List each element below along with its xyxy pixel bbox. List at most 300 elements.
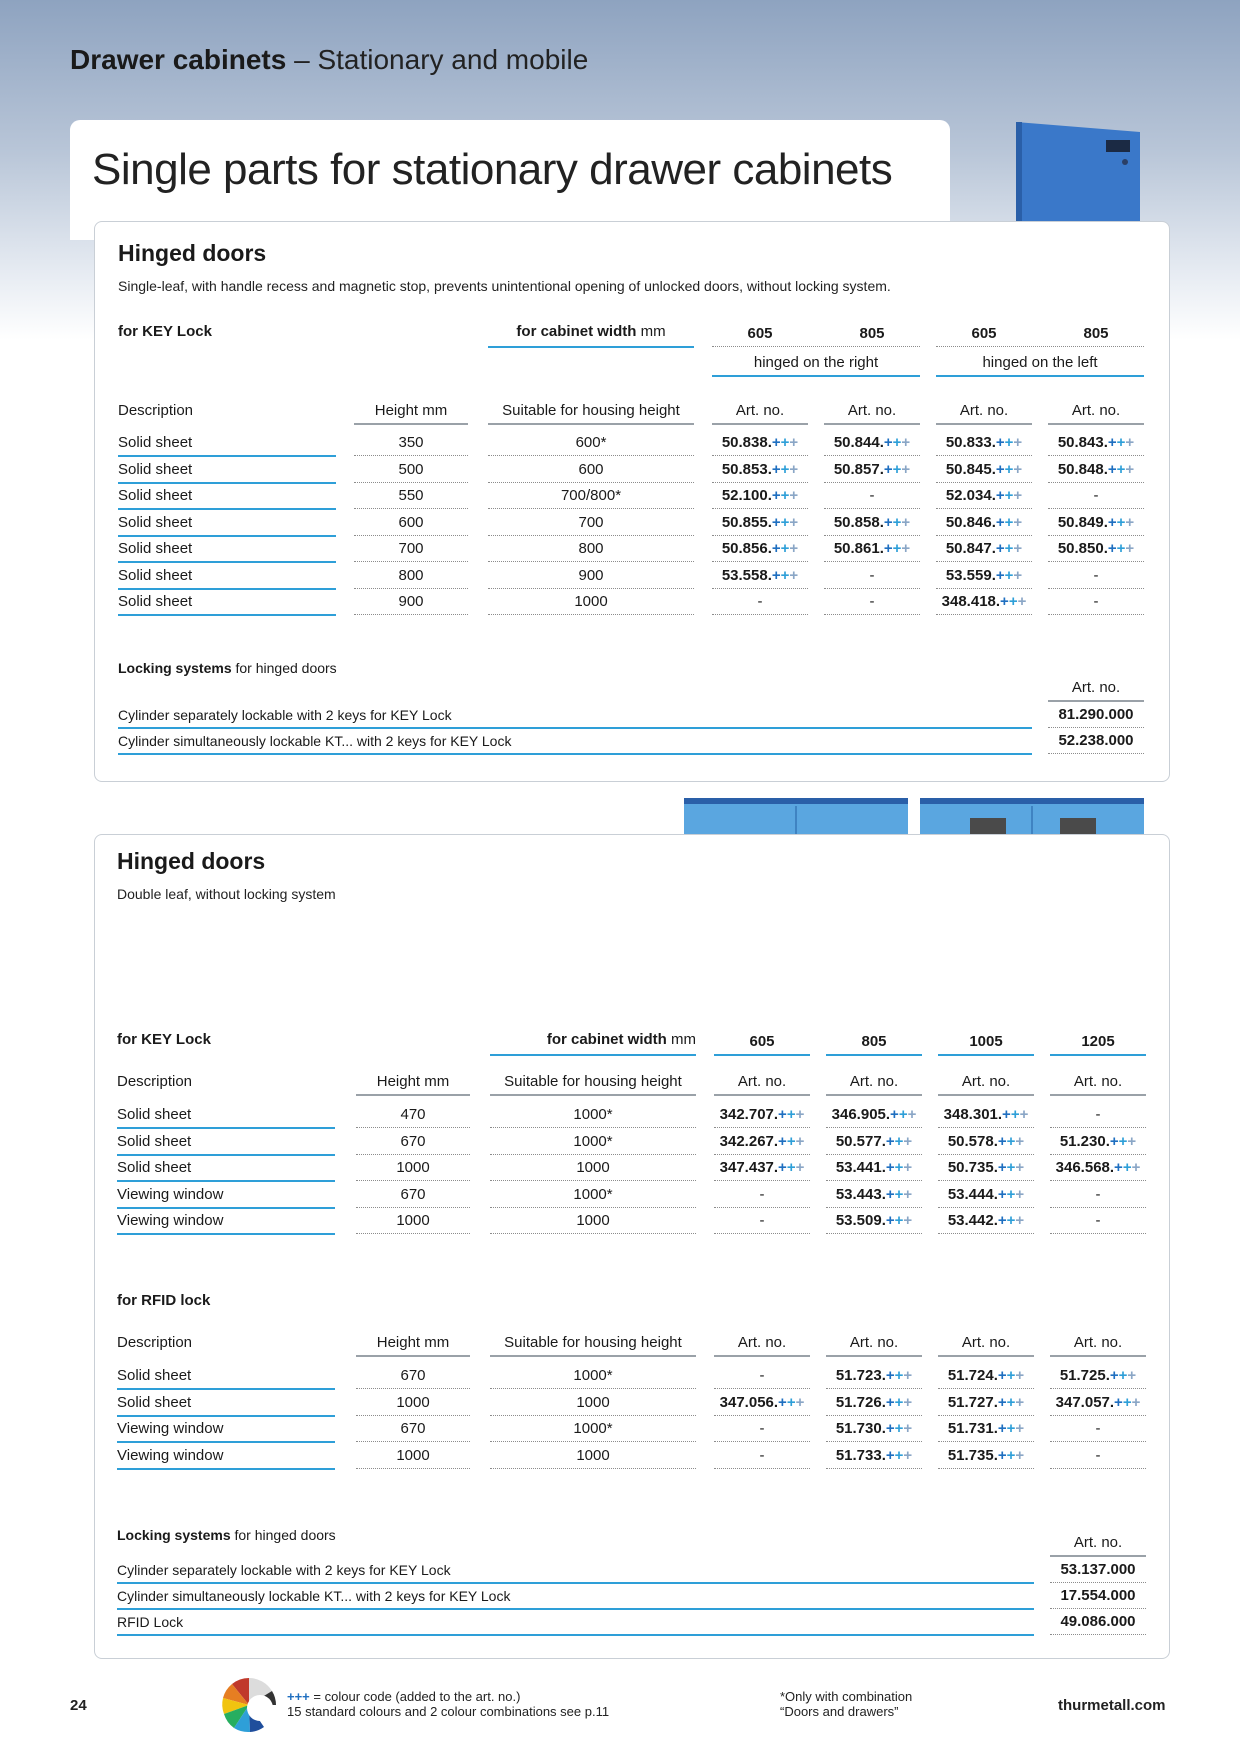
width-805: 805	[861, 1033, 887, 1050]
row-artno-a: 50.853.+++	[721, 460, 799, 478]
colour-code-suffix: +++	[1114, 1159, 1141, 1176]
locking-item-label: RFID Lock	[117, 1614, 184, 1630]
divider	[490, 1154, 696, 1155]
divider	[1050, 1154, 1146, 1155]
colour-code-suffix: +++	[778, 1106, 805, 1123]
divider	[938, 1441, 1034, 1442]
row-housing: 700	[578, 513, 604, 531]
col-housing: Suitable for housing height	[502, 402, 680, 419]
row-housing: 1000*	[573, 1106, 613, 1123]
footnote	[780, 1689, 912, 1719]
divider	[356, 1415, 470, 1416]
row-artno-b: -	[869, 593, 875, 610]
chapter-title: Drawer cabinets	[70, 44, 287, 75]
colour-code-suffix: +++	[883, 434, 911, 451]
col-height: Height mm	[376, 1334, 450, 1351]
divider	[938, 1127, 1034, 1128]
width-605-right: 605	[747, 325, 773, 342]
divider	[1050, 1127, 1146, 1128]
row-artno-d: -	[1095, 1420, 1101, 1437]
divider	[354, 455, 468, 456]
section2-locking-title	[117, 1527, 336, 1543]
website-link[interactable]: thurmetall.com	[1058, 1697, 1166, 1714]
colour-code-suffix: +++	[995, 460, 1023, 478]
row-artno-d: 51.725.+++	[1059, 1367, 1137, 1384]
divider	[712, 346, 920, 347]
divider	[938, 1207, 1034, 1208]
width-label-text: for cabinet width	[516, 323, 637, 340]
row-artno-c: 50.833.+++	[945, 434, 1023, 451]
divider	[117, 1634, 1034, 1636]
divider	[936, 423, 1032, 425]
row-height: 600	[398, 513, 424, 531]
divider	[118, 482, 336, 484]
section2-key-label: for KEY Lock	[117, 1031, 211, 1048]
row-artno-c: 50.845.+++	[945, 460, 1023, 478]
divider	[1050, 1207, 1146, 1208]
colour-code-suffix: +++	[1109, 1367, 1137, 1384]
width-1205: 1205	[1081, 1033, 1115, 1050]
divider	[354, 508, 468, 509]
divider	[712, 535, 808, 536]
hinged-right-label: hinged on the right	[753, 354, 879, 371]
divider	[826, 1355, 922, 1357]
row-housing: 1000*	[573, 1420, 613, 1437]
colour-code-suffix: +++	[885, 1420, 913, 1437]
divider	[356, 1233, 470, 1234]
chapter-subtitle: – Stationary and mobile	[294, 44, 589, 75]
col-artno: Art. no.	[959, 402, 1009, 419]
row-artno-d: 50.848.+++	[1057, 460, 1135, 478]
row-description: Solid sheet	[118, 593, 193, 610]
note-line2: “Doors and drawers”	[780, 1704, 899, 1719]
row-artno-d: -	[1093, 566, 1099, 584]
locking-item-label: Cylinder simultaneously lockable KT... with 2 keys for KEY Lock	[118, 733, 512, 749]
locking-item-label: Cylinder separately lockable with 2 keys for KEY Lock	[117, 1562, 451, 1578]
divider	[490, 1355, 696, 1357]
divider	[936, 346, 1144, 347]
divider	[488, 346, 694, 348]
divider	[938, 1355, 1034, 1357]
divider	[712, 423, 808, 425]
divider	[1050, 1441, 1146, 1442]
row-artno-d: 347.057.+++	[1055, 1393, 1141, 1411]
chapter-header	[70, 44, 588, 76]
col-height: Height mm	[376, 1073, 450, 1090]
divider	[714, 1054, 810, 1056]
divider	[938, 1415, 1034, 1416]
divider	[714, 1207, 810, 1208]
row-housing: 600*	[575, 434, 607, 451]
divider	[714, 1154, 810, 1155]
row-housing: 900	[578, 566, 604, 584]
row-description: Solid sheet	[117, 1132, 192, 1150]
colour-code-suffix: +++	[771, 540, 799, 557]
width-605-left: 605	[971, 325, 997, 342]
colour-code-suffix: +++	[1002, 1106, 1029, 1123]
colour-code-suffix: +++	[771, 513, 799, 531]
row-artno-a: 342.267.+++	[719, 1132, 805, 1150]
row-height: 670	[400, 1132, 426, 1150]
row-artno-d: -	[1093, 593, 1099, 610]
row-description: Solid sheet	[118, 540, 193, 557]
divider	[490, 1233, 696, 1234]
colour-code-suffix: +++	[885, 1159, 913, 1176]
divider	[826, 1180, 922, 1181]
row-artno-a: 52.100.+++	[721, 487, 799, 504]
colour-code-suffix: +++	[995, 434, 1023, 451]
divider	[936, 508, 1032, 509]
divider	[117, 1415, 335, 1417]
row-artno-b: 53.509.+++	[835, 1212, 913, 1229]
row-artno-c: 51.724.+++	[947, 1367, 1025, 1384]
width-805-left: 805	[1083, 325, 1109, 342]
row-artno-c: 53.559.+++	[945, 566, 1023, 584]
locking-item-artno: 81.290.000	[1058, 706, 1134, 723]
divider	[490, 1415, 696, 1416]
row-artno-b: 51.723.+++	[835, 1367, 913, 1384]
colour-code-suffix: +++	[997, 1393, 1025, 1411]
divider	[356, 1180, 470, 1181]
section1-locking-title	[118, 660, 337, 676]
divider	[714, 1127, 810, 1128]
divider	[488, 588, 694, 589]
colour-code-suffix: +++	[885, 1132, 913, 1150]
divider	[824, 561, 920, 562]
divider	[488, 561, 694, 562]
colour-code-suffix: +++	[1107, 460, 1135, 478]
col-housing: Suitable for housing height	[504, 1073, 682, 1090]
section2-description: Double leaf, without locking system	[117, 886, 336, 902]
row-housing: 1000	[576, 1212, 610, 1229]
row-artno-b: 51.730.+++	[835, 1420, 913, 1437]
row-artno-a: 50.838.+++	[721, 434, 799, 451]
row-artno-a: 53.558.+++	[721, 566, 799, 584]
page-title: Single parts for stationary drawer cabinets	[92, 145, 893, 194]
colour-code-suffix: +++	[778, 1132, 805, 1150]
col-artno: Art. no.	[849, 1073, 899, 1090]
col-artno: Art. no.	[847, 402, 897, 419]
row-artno-a: 347.437.+++	[719, 1159, 805, 1176]
locking-title-bold: Locking systems	[117, 1527, 231, 1543]
row-artno-d: 50.850.+++	[1057, 540, 1135, 557]
divider	[938, 1094, 1034, 1096]
row-height: 350	[398, 434, 424, 451]
colour-code-suffix: +++	[885, 1446, 913, 1464]
colour-code-suffix: +++	[997, 1420, 1025, 1437]
colour-code-suffix: +++	[995, 566, 1023, 584]
colour-code-suffix: +++	[885, 1367, 913, 1384]
row-description: Solid sheet	[117, 1159, 192, 1176]
row-description: Solid sheet	[118, 460, 193, 478]
divider	[118, 561, 336, 563]
colour-code-suffix: +++	[771, 566, 799, 584]
divider	[118, 727, 1032, 729]
section2-width-label	[490, 1031, 696, 1048]
divider	[824, 455, 920, 456]
width-805-right: 805	[859, 325, 885, 342]
divider	[117, 1154, 335, 1156]
divider	[356, 1355, 470, 1357]
row-description: Solid sheet	[117, 1367, 192, 1384]
row-description: Viewing window	[117, 1420, 224, 1437]
section2-title: Hinged doors	[117, 848, 266, 874]
divider	[714, 1233, 810, 1234]
divider	[490, 1127, 696, 1128]
divider	[826, 1441, 922, 1442]
divider	[826, 1468, 922, 1469]
divider	[936, 614, 1032, 615]
divider	[826, 1415, 922, 1416]
row-artno-a: 347.056.+++	[719, 1393, 805, 1411]
colour-code-suffix: +++	[883, 460, 911, 478]
colour-code-suffix: +++	[995, 513, 1023, 531]
divider	[118, 455, 336, 457]
row-artno-a: 50.855.+++	[721, 513, 799, 531]
row-description: Solid sheet	[117, 1106, 192, 1123]
divider	[488, 455, 694, 456]
divider	[712, 561, 808, 562]
divider	[1050, 1180, 1146, 1181]
divider	[490, 1094, 696, 1096]
width-label-unit: mm	[640, 323, 666, 340]
divider	[354, 588, 468, 589]
divider	[356, 1388, 470, 1389]
colour-code-suffix: +++	[1000, 593, 1027, 610]
row-artno-d: -	[1095, 1446, 1101, 1464]
locking-item-artno: 49.086.000	[1060, 1613, 1136, 1630]
divider	[1048, 482, 1144, 483]
row-artno-a: 342.707.+++	[719, 1106, 805, 1123]
divider	[356, 1441, 470, 1442]
locking-title-rest: for hinged doors	[235, 660, 337, 676]
col-artno: Art. no.	[1071, 402, 1121, 419]
row-artno-a: 50.856.+++	[721, 540, 799, 557]
divider	[1048, 508, 1144, 509]
colour-code-legend	[287, 1689, 609, 1719]
col-artno: Art. no.	[1073, 1334, 1123, 1351]
divider	[1048, 588, 1144, 589]
divider	[490, 1180, 696, 1181]
row-artno-d: 50.843.+++	[1057, 434, 1135, 451]
col-artno: Art. no.	[849, 1334, 899, 1351]
divider	[354, 482, 468, 483]
row-artno-d: 50.849.+++	[1057, 513, 1135, 531]
col-artno: Art. no.	[735, 402, 785, 419]
locking-title-rest: for hinged doors	[234, 1527, 336, 1543]
row-housing: 700/800*	[560, 487, 622, 504]
divider	[1050, 1415, 1146, 1416]
divider	[824, 508, 920, 509]
section2-rfid-label: for RFID lock	[117, 1292, 211, 1309]
divider	[117, 1468, 335, 1470]
divider	[938, 1180, 1034, 1181]
colour-code-suffix: +++	[1109, 1132, 1137, 1150]
divider	[1048, 535, 1144, 536]
row-height: 1000	[396, 1446, 430, 1464]
col-artno: Art. no.	[737, 1073, 787, 1090]
row-height: 700	[398, 540, 424, 557]
width-label-unit: mm	[671, 1031, 696, 1048]
divider	[712, 508, 808, 509]
hinged-left-label: hinged on the left	[982, 354, 1098, 371]
row-artno-d: -	[1093, 487, 1099, 504]
divider	[936, 561, 1032, 562]
row-artno-b: 50.861.+++	[833, 540, 911, 557]
colour-code-suffix: +++	[890, 1106, 917, 1123]
colour-code-symbol: +++	[287, 1689, 310, 1704]
colour-code-suffix: +++	[997, 1446, 1025, 1464]
row-artno-d: 51.230.+++	[1059, 1132, 1137, 1150]
divider	[1050, 1355, 1146, 1357]
divider	[354, 535, 468, 536]
divider	[117, 1388, 335, 1390]
divider	[1048, 614, 1144, 615]
divider	[356, 1207, 470, 1208]
col-description: Description	[117, 1073, 193, 1090]
row-artno-a: -	[759, 1420, 765, 1437]
row-height: 1000	[396, 1159, 430, 1176]
row-description: Viewing window	[117, 1446, 224, 1464]
divider	[1048, 700, 1144, 702]
divider	[354, 614, 468, 615]
row-height: 670	[400, 1420, 426, 1437]
locking-item-artno: 52.238.000	[1058, 732, 1134, 749]
divider	[117, 1608, 1034, 1610]
divider	[1050, 1582, 1146, 1583]
row-artno-c: 50.578.+++	[947, 1132, 1025, 1150]
colour-code-suffix: +++	[885, 1393, 913, 1411]
colour-code-suffix: +++	[1107, 434, 1135, 451]
row-height: 500	[398, 460, 424, 478]
row-housing: 1000	[576, 1446, 610, 1464]
row-description: Solid sheet	[118, 434, 193, 451]
row-artno-a: -	[759, 1446, 765, 1464]
row-description: Viewing window	[117, 1212, 224, 1229]
row-height: 900	[398, 593, 424, 610]
locking-item-artno: 53.137.000	[1060, 1561, 1136, 1578]
divider	[1050, 1555, 1146, 1557]
divider	[936, 482, 1032, 483]
row-description: Solid sheet	[118, 487, 193, 504]
divider	[356, 1468, 470, 1469]
divider	[712, 614, 808, 615]
col-height: Height mm	[374, 402, 448, 419]
divider	[824, 482, 920, 483]
divider	[712, 482, 808, 483]
row-housing: 1000*	[573, 1367, 613, 1384]
row-description: Viewing window	[117, 1185, 224, 1203]
divider	[1048, 423, 1144, 425]
divider	[938, 1468, 1034, 1469]
row-artno-b: 51.733.+++	[835, 1446, 913, 1464]
note-line1: *Only with combination	[780, 1689, 913, 1704]
col-artno: Art. no.	[1073, 1073, 1123, 1090]
row-artno-d: 346.568.+++	[1055, 1159, 1141, 1176]
row-height: 470	[400, 1106, 426, 1123]
locking-item-label: Cylinder simultaneously lockable KT... with 2 keys for KEY Lock	[117, 1588, 511, 1604]
divider	[117, 1180, 335, 1182]
divider	[936, 375, 1144, 377]
divider	[714, 1388, 810, 1389]
row-artno-b: 50.577.+++	[835, 1132, 913, 1150]
row-artno-b: -	[869, 487, 875, 504]
divider	[1048, 455, 1144, 456]
colour-code-suffix: +++	[778, 1393, 805, 1411]
row-height: 670	[400, 1367, 426, 1384]
divider	[938, 1233, 1034, 1234]
row-artno-c: 51.735.+++	[947, 1446, 1025, 1464]
divider	[712, 375, 920, 377]
row-artno-a: -	[759, 1185, 765, 1203]
locking-artno-header: Art. no.	[1073, 1534, 1123, 1551]
colour-code-suffix: +++	[778, 1159, 805, 1176]
colour-code-suffix: +++	[995, 540, 1023, 557]
colour-code-suffix: +++	[997, 1367, 1025, 1384]
divider	[826, 1094, 922, 1096]
row-housing: 600	[578, 460, 604, 478]
divider	[490, 1468, 696, 1469]
divider	[118, 753, 1032, 755]
colour-code-suffix: +++	[1107, 540, 1135, 557]
row-artno-c: 51.727.+++	[947, 1393, 1025, 1411]
divider	[826, 1127, 922, 1128]
colour-code-suffix: +++	[885, 1185, 913, 1203]
divider	[826, 1054, 922, 1056]
divider	[712, 455, 808, 456]
row-artno-d: -	[1095, 1106, 1101, 1123]
colour-code-suffix: +++	[1107, 513, 1135, 531]
colour-code-suffix: +++	[771, 487, 799, 504]
colour-code-suffix: +++	[771, 460, 799, 478]
divider	[356, 1127, 470, 1128]
col-artno: Art. no.	[961, 1073, 1011, 1090]
row-artno-a: -	[759, 1212, 765, 1229]
width-605: 605	[749, 1033, 775, 1050]
divider	[117, 1207, 335, 1209]
divider	[936, 455, 1032, 456]
locking-artno-header: Art. no.	[1071, 679, 1121, 696]
divider	[824, 535, 920, 536]
section1-lock-label: for KEY Lock	[118, 323, 212, 340]
row-artno-c: 52.034.+++	[945, 487, 1023, 504]
divider	[938, 1388, 1034, 1389]
col-artno: Art. no.	[737, 1334, 787, 1351]
row-artno-c: 348.418.+++	[941, 593, 1027, 610]
row-artno-b: 50.844.+++	[833, 434, 911, 451]
colour-code-suffix: +++	[883, 540, 911, 557]
divider	[118, 614, 336, 616]
row-height: 1000	[396, 1393, 430, 1411]
section1-width-label	[488, 323, 694, 340]
row-artno-b: 53.441.+++	[835, 1159, 913, 1176]
locking-title-bold: Locking systems	[118, 660, 232, 676]
divider	[490, 1054, 696, 1056]
divider	[1048, 727, 1144, 728]
divider	[936, 588, 1032, 589]
divider	[117, 1127, 335, 1129]
divider	[1050, 1233, 1146, 1234]
divider	[117, 1441, 335, 1443]
row-artno-b: 346.905.+++	[831, 1106, 917, 1123]
divider	[356, 1154, 470, 1155]
row-housing: 1000	[576, 1393, 610, 1411]
divider	[1048, 561, 1144, 562]
col-description: Description	[118, 402, 194, 419]
divider	[488, 508, 694, 509]
row-artno-b: 53.443.+++	[835, 1185, 913, 1203]
divider	[1048, 753, 1144, 754]
